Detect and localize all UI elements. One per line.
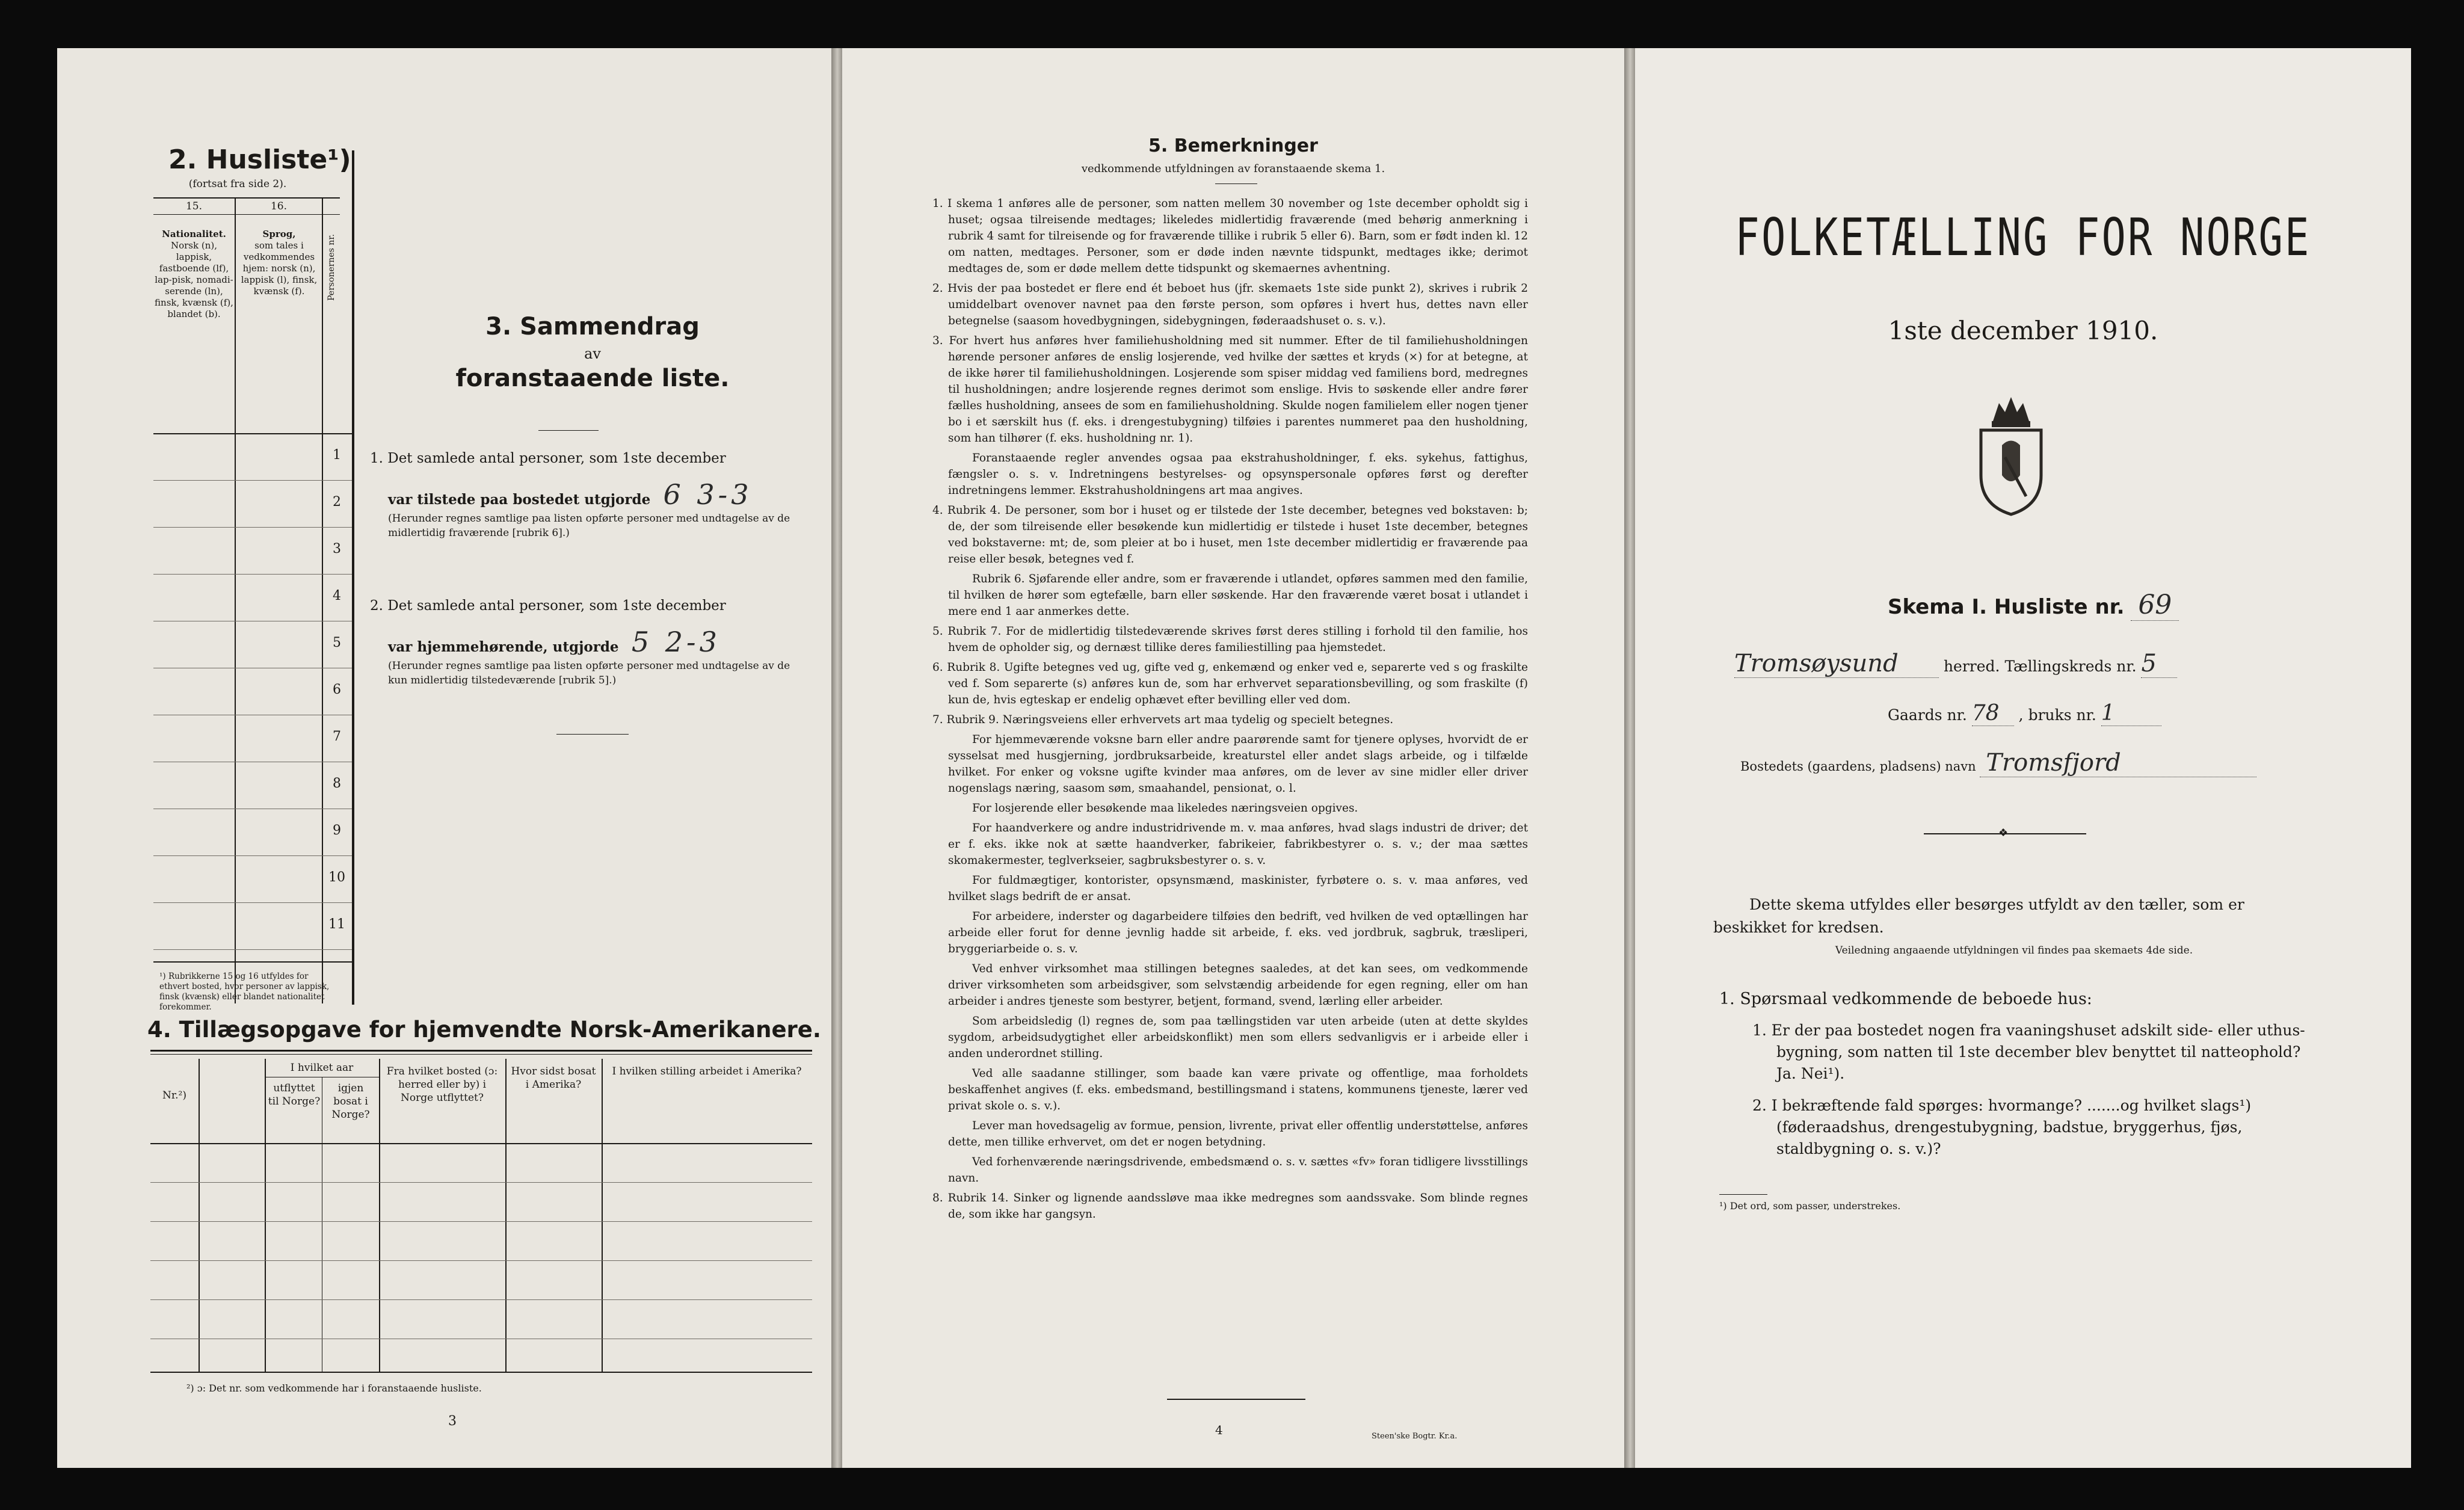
husliste-row-number: 7 — [333, 729, 341, 744]
husliste-row-line — [153, 949, 352, 950]
item2-handwriting: 5 2-3 — [631, 626, 721, 658]
husliste-row-number: 10 — [328, 870, 345, 885]
question-head: 1. Spørsmaal vedkommende de beboede hus: — [1719, 990, 2092, 1008]
bemerkninger-subtitle: vedkommende utfyldningen av foranstaaende skema 1. — [1081, 162, 1385, 175]
bemerkning-paragraph: For fuldmægtiger, kontorister, opsynsmænd, maskinister, fyrbøtere o. s. v. maa anføres, ved hvilket slags bedrift de er ansat. — [948, 874, 1528, 903]
page-gutter-left — [831, 48, 843, 1468]
bruks-value: 1 — [2101, 701, 2161, 726]
item1-note: (Herunder regnes samtlige paa listen opførte personer med undtagelse av de midlertidig fraværende [rubrik 6].) — [388, 513, 790, 539]
sammendrag-heading: 3. Sammendrag av foranstaaende liste. — [455, 313, 730, 392]
bemerkning-paragraph: For hjemmeværende voksne barn eller andre paarørende samt for tjenere oplyses, hvorvidt de er sysselsat med husgjerning, jordbruksarbeide, kreaturstel eller andet slags arbeide, og i tilfælde hvilket. For enker og voksne ugifte kvinder maa anføres, om de lever av sine midler eller driver nogenslags næring, saasom søm, smaahandel, pensionat, o. l. — [948, 733, 1528, 795]
col15-number: 15. — [185, 200, 203, 212]
page-right — [1635, 48, 2411, 1468]
page-number-4: 4 — [1215, 1423, 1223, 1437]
tillaeg-col-utflyttet: utflyttet til Norge? — [268, 1082, 321, 1108]
gaards-label: Gaards nr. — [1888, 706, 1967, 724]
husliste-row-number: 5 — [333, 635, 341, 650]
schema-line — [1888, 590, 2179, 620]
col15-header: Nationalitet. Norsk (n), lappisk, fastboende (lf), lap-pisk, nomadi-serende (ln), finsk, kvænsk (f), blandet (b). — [155, 229, 233, 319]
husliste-row-number: 8 — [333, 776, 341, 791]
bosted-value: Tromsfjord — [1980, 749, 2256, 777]
coat-of-arms-icon — [1969, 385, 2053, 517]
bosted-label: Bostedets (gaardens, pladsens) navn — [1740, 759, 1976, 774]
census-date: 1ste december 1910. — [1888, 316, 2158, 345]
tillaeg-col-stilling: I hvilken stilling arbeidet i Amerika? — [612, 1065, 802, 1077]
page-gutter-right — [1624, 48, 1636, 1468]
husliste-row-number: 6 — [333, 682, 341, 697]
sammendrag-item2 — [370, 596, 803, 688]
bemerkning-paragraph: 4. Rubrik 4. De personer, som bor i huset og er tilstede der 1ste december, betegnes ved bokstaven: b; de, der som tilreisende eller besøkende kun midlertidig er tilstede i huset 1ste december, betegnes ved bokstaverne: mt; de, som pleier at bo i huset, men 1ste december midlertidig er fraværende paa reise eller besøk, betegnes ved f. — [932, 504, 1528, 565]
husliste-row-line — [153, 902, 352, 903]
husliste-row-number: 4 — [333, 588, 341, 603]
printer-mark: Steen'ske Bogtr. Kr.a. — [1372, 1432, 1458, 1441]
bemerkning-paragraph: Ved enhver virksomhet maa stillingen betegnes saaledes, at det kan sees, om vedkommende driver virksomheten som arbeidsgiver, som selvstændig arbeidende for egen regning, eller om han arbeider i andres tjeneste som bestyrer, betjent, formand, svend, lærling eller arbeider. — [948, 963, 1528, 1008]
husliste-row-line — [153, 527, 352, 528]
item2-note: (Herunder regnes samtlige paa listen opførte personer med undtagelse av de kun midlertidig tilstedeværende [rubrik 5].) — [388, 660, 790, 686]
bosted-line — [1740, 749, 2256, 777]
tillaeg-col-bosted: Fra hvilket bosted (ɔ: herred eller by) i Norge utflyttet? — [386, 1065, 498, 1104]
bemerkning-paragraph: 6. Rubrik 8. Ugifte betegnes ved ug, gifte ved g, enkemænd og enker ved e, separerte ved s og fraskilte ved f. Som separerte (s) anføres kun de, som har erhvervet separationsbevilling, og som fraskilte (f) kun de, hvis egteskap er endelig ophævet efter bevilling eller ved dom. — [932, 661, 1528, 706]
bemerkning-paragraph: For arbeidere, inderster og dagarbeidere tilføies den bedrift, ved hvilken de ved optællingen har arbeide eller forut for denne jevnlig hadde sit arbeide, f. eks. ved jordbruk, sagbruk, træsliperi, bryggeriarbeide o. s. v. — [948, 910, 1528, 955]
herred-value: Tromsøysund — [1734, 650, 1939, 678]
bemerkning-paragraph: 2. Hvis der paa bostedet er flere end ét beboet hus (jfr. skemaets 1ste side punkt 2), skrives i rubrik 2 umiddelbart ovenover navnet paa den første person, som opføres i hvert hus, dettes navn eller betegnelse (saasom hovedbygningen, sidebygningen, føderaadshuset o. s. v.). — [932, 282, 1528, 327]
item2-text-a: 2. Det samlede antal personer, som 1ste december — [370, 598, 726, 614]
intro-text: Dette skema utfyldes eller besørges utfyldt av den tæller, som er beskikket for kredsen. — [1713, 896, 2244, 936]
main-title: FOLKETÆLLING FOR NORGE — [1735, 208, 2311, 268]
item1-handwriting: 6 3-3 — [663, 478, 753, 511]
col16-number: 16. — [270, 200, 288, 212]
bemerkning-paragraph: Foranstaaende regler anvendes ogsaa paa ekstrahusholdninger, f. eks. sykehus, fattighus, fængsler o. s. v. Indretningens bestyrelses- og opsynspersonale opføres først og derefter indretningens lemmer. Ekstrahusholdningens art maa angives. — [948, 452, 1528, 497]
gaards-value: 78 — [1972, 701, 2014, 726]
husliste-row-number: 11 — [328, 917, 345, 932]
tillaeg-title: 4. Tillægsopgave for hjemvendte Norsk-Amerikanere. — [147, 1017, 821, 1043]
tillaeg-col-aar: I hvilket aar — [290, 1062, 354, 1074]
bemerkning-paragraph: Som arbeidsledig (l) regnes de, som paa tællingstiden var uten arbeide (uten at dette skyldes sygdom, arbeidsudygtighet eller arbeidskonflikt) men som ellers sedvanligvis er i arbeide eller i anden underordnet stilling. — [948, 1015, 1528, 1060]
husliste-footnote: ¹) Rubrikkerne 15 og 16 utfyldes for ethvert bosted, hvor personer av lappisk, finsk (kvænsk) eller blandet nationalitet forekommer. — [159, 972, 330, 1012]
schema-number: 69 — [2131, 590, 2179, 621]
bemerkning-paragraph: Ved forhenværende næringsdrivende, embedsmænd o. s. v. sættes «fv» foran tidligere livsstillings navn. — [948, 1156, 1528, 1185]
husliste-row-number: 9 — [333, 823, 341, 838]
husliste-title: 2. Husliste¹) — [168, 144, 351, 175]
tillaeg-col-nr: Nr.²) — [162, 1089, 186, 1102]
tillaeg-col-igjen: igjen bosat i Norge? — [331, 1082, 370, 1121]
herred-label: herred. Tællingskreds nr. — [1943, 658, 2137, 675]
intro-note: Veiledning angaaende utfyldningen vil findes paa skemaets 4de side. — [1835, 945, 2193, 957]
question-2: 2. I bekræftende fald spørges: hvormange? .......og hvilket slags¹) (føderaadshus, drengestubygning, badstue, bryggerhus, fjøs, staldbygning o. s. v.)? — [1752, 1097, 2252, 1157]
ornament-divider: ❖ — [1998, 827, 2009, 839]
question-1: 1. Er der paa bostedet nogen fra vaaningshuset adskilt side- eller uthus-bygning, som natten til 1ste december blev benyttet til natteophold? Ja. Nei¹). — [1752, 1022, 2305, 1082]
bemerkninger-body — [932, 196, 1528, 1226]
bemerkning-paragraph: 7. Rubrik 9. Næringsveiens eller erhvervets art maa tydelig og specielt betegnes. — [932, 713, 1394, 726]
page3-footnote: ¹) Det ord, som passer, understrekes. — [1719, 1200, 1901, 1212]
bemerkning-paragraph: 5. Rubrik 7. For de midlertidig tilstedeværende skrives først deres stilling i forhold til den familie, hos hvem de opholder sig, og dernæst tillike deres familiestilling paa hjemstedet. — [932, 625, 1528, 654]
tillaeg-footnote: ²) ɔ: Det nr. som vedkommende har i foranstaaende husliste. — [186, 1382, 482, 1394]
page-left — [57, 48, 833, 1468]
husliste-row-line — [153, 480, 352, 481]
col17-header: Personernes nr. — [327, 234, 336, 301]
item1-text-a: 1. Det samlede antal personer, som 1ste december — [370, 451, 726, 466]
husliste-row-number: 1 — [333, 448, 341, 463]
husliste-row-line — [153, 855, 352, 856]
herred-line — [1734, 650, 2396, 678]
husliste-row-number: 2 — [333, 495, 341, 510]
bemerkning-paragraph: Lever man hovedsagelig av formue, pension, livrente, privat eller offentlig understøttelse, anføres dette, men tillike erhvervet, om det er nogen betydning. — [948, 1120, 1528, 1148]
page-middle — [842, 48, 1624, 1468]
bruks-label: , bruks nr. — [2018, 706, 2096, 724]
page-number-3: 3 — [448, 1414, 457, 1429]
bemerkninger-title: 5. Bemerkninger — [1148, 135, 1318, 156]
bemerkning-paragraph: 8. Rubrik 14. Sinker og lignende aandssløve maa ikke medregnes som aandssvake. Som blinde regnes de, som ikke har gangsyn. — [932, 1192, 1528, 1221]
sammendrag-item1 — [370, 448, 803, 540]
husliste-subtitle: (fortsat fra side 2). — [188, 178, 287, 190]
husliste-row-number: 3 — [333, 541, 341, 556]
bemerkning-paragraph: 1. I skema 1 anføres alle de personer, som natten mellem 30 november og 1ste december opholdt sig i huset; ogsaa tilreisende medtages; likeledes midlertidig fraværende (med behørig anmerkning i rubrik 4 samt for tilreisende og for fraværende tillike i rubrik 5 eller 6). Barn, som er født inden kl. 12 om natten, medtages. Personer, som er døde inden nævnte tidspunkt, medtages ikke; derimot medtages de, som er døde mellem dette tidspunkt og skemaernes avhentning. — [932, 197, 1528, 275]
bemerkning-paragraph: For losjerende eller besøkende maa likeledes næringsveien opgives. — [972, 802, 1358, 815]
bemerkning-paragraph: Ved alle saadanne stillinger, som baade kan være private og offentlige, maa forholdets beskaffenhet angives (f. eks. embedsmand, bestillingsmand i statens, kommunens tjeneste, lærer ved privat skole o. s. v.). — [948, 1067, 1528, 1112]
item2-text-b: var hjemmehørende, utgjorde — [388, 639, 619, 655]
bemerkning-paragraph: For haandverkere og andre industridrivende m. v. maa anføres, hvad slags industri de driver; det er f. eks. ikke nok at sætte haandverker, fabrikeier, fabrikbestyrer o. s. v.; der maa sættes skomakermester, teglverkseier, sagbruksbestyrer o. s. v. — [948, 822, 1528, 867]
kreds-value: 5 — [2141, 650, 2177, 678]
husliste-row-line — [153, 574, 352, 575]
gaards-line — [1888, 701, 2161, 726]
bemerkning-paragraph: Rubrik 6. Sjøfarende eller andre, som er fraværende i utlandet, opføres sammen med den familie, til hvilken de hører som egtefælle, barn eller søskende. Har den fraværende været bosat i utlandet i mere end 1 aar anmerkes dette. — [948, 573, 1528, 618]
bemerkning-paragraph: 3. For hvert hus anføres hver familiehusholdning med sit nummer. Efter de til familiehusholdningen hørende personer anføres de enslig losjerende, ved hvilke der sættes et kryds (×) for at betegne, at de ikke hører til familiehusholdningen. Losjerende som spiser middag ved familiens bord, medregnes til husholdningen; andre losjerende regnes derimot som enslige. Hvis to søskende eller andre fører fælles husholdning, ansees de som en familiehusholdning. Skulde nogen familielem eller nogen tjener bo i et særskilt hus (f. eks. i drengestubygning) tilføies i parentes nummeret paa den husholdning, som han tilhører (f. eks. husholdning nr. 1). — [932, 334, 1528, 445]
item1-text-b: var tilstede paa bostedet utgjorde — [388, 492, 651, 508]
schema-label: Skema I. Husliste nr. — [1888, 595, 2125, 619]
tillaeg-col-sidst: Hvor sidst bosat i Amerika? — [511, 1065, 596, 1091]
col16-header: Sprog, som tales i vedkommendes hjem: norsk (n), lappisk (l), finsk, kvænsk (f). — [241, 229, 318, 297]
